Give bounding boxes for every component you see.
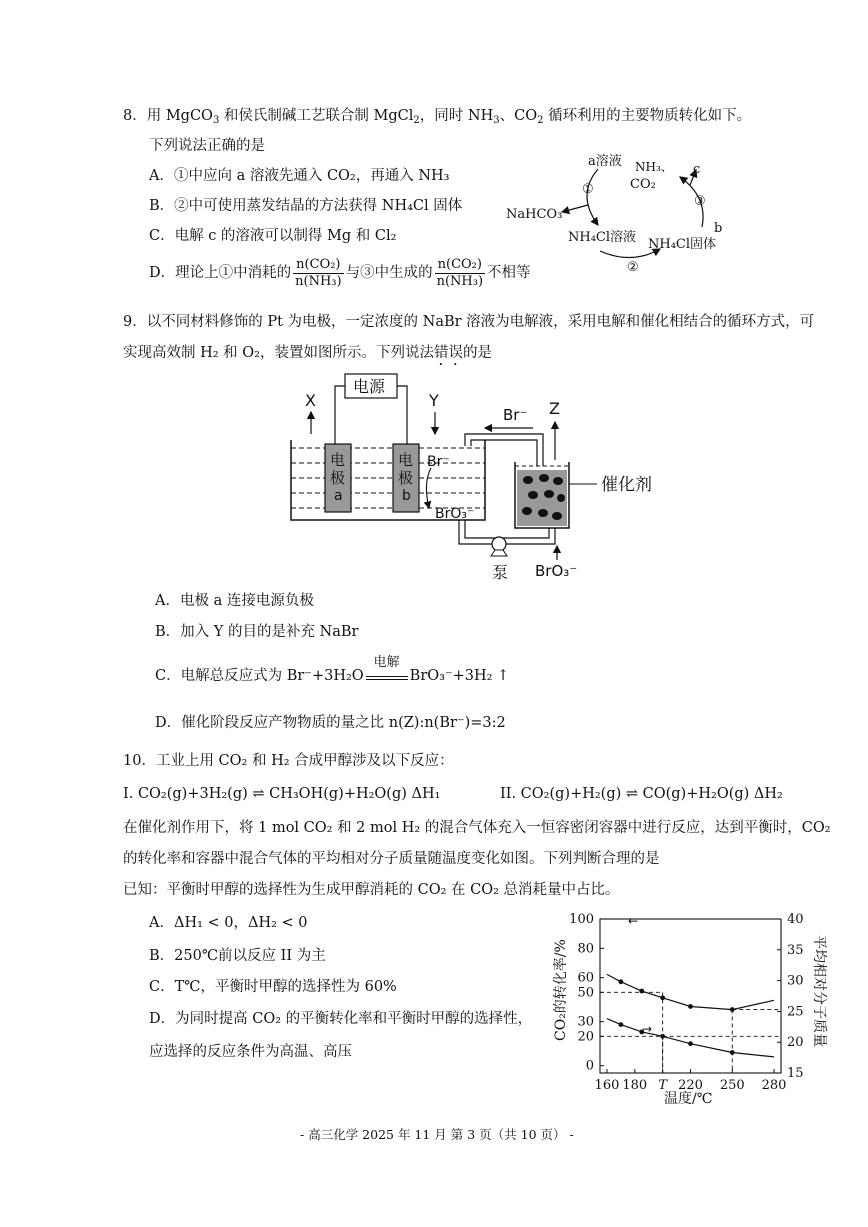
z-label: Z bbox=[549, 399, 560, 418]
arrow-left-series-marker: ← bbox=[628, 914, 639, 928]
step3-label: ③ bbox=[694, 194, 706, 209]
y-left-tick-label: 50 bbox=[577, 985, 594, 1001]
y-right-tick-label: 40 bbox=[787, 912, 804, 927]
svg-text:BrO₃⁻: BrO₃⁻ bbox=[435, 506, 475, 522]
y-left-tick-label: 30 bbox=[577, 1014, 594, 1030]
q8-cycle-diagram bbox=[500, 145, 740, 280]
y-left-axis-title: CO₂的转化率/% bbox=[553, 939, 569, 1041]
fraction-1: $\frac{\text{n(CO₂)}}{\text{n(NH₃)}}$ bbox=[295, 256, 342, 289]
series-point-2 bbox=[730, 1050, 735, 1055]
x-tick-label: 220 bbox=[678, 1078, 703, 1093]
x-tick-label: 250 bbox=[719, 1078, 745, 1093]
fraction-2: $\frac{\text{n(CO₂)}}{\text{n(NH₃)}}$ bbox=[436, 256, 484, 289]
svg-text:极: 极 bbox=[398, 469, 414, 487]
q8-option-d: D．理论上①中消耗的 $\frac{\text{n(CO₂)}}{\text{n(NH₃)}}$ 与③中生成的 $\frac{\text{n(CO₂)}}{\text{n(NH₃)}}$ 不相等 bbox=[149, 256, 531, 289]
nh3-label: NH₃、 bbox=[635, 160, 673, 174]
q10-chart bbox=[540, 905, 840, 1110]
arrow-right-series-marker: → bbox=[642, 1022, 653, 1036]
q10-option-c: C．T℃，平衡时甲醇的选择性为 60% bbox=[149, 979, 397, 995]
svg-text:a: a bbox=[334, 488, 343, 504]
series-point-1 bbox=[618, 979, 623, 984]
x-tick-label: 280 bbox=[761, 1078, 787, 1093]
q10-line5: 已知：平衡时甲醇的选择性为生成甲醇消耗的 CO₂ 在 CO₂ 总消耗量中占比。 bbox=[123, 882, 620, 898]
series-point-2 bbox=[660, 1034, 665, 1039]
y-right-tick-label: 15 bbox=[787, 1066, 804, 1081]
q10-option-d-line1: D．为同时提高 CO₂ 的平衡转化率和平衡时甲醇的选择性， bbox=[149, 1011, 533, 1027]
series-point-1 bbox=[730, 1007, 735, 1012]
y-left-tick-label: 0 bbox=[585, 1058, 594, 1074]
pump-label: 泵 bbox=[492, 563, 509, 582]
x-label: X bbox=[305, 391, 316, 410]
q8-option-a: A．①中应向 a 溶液先通入 CO₂，再通入 NH₃ bbox=[149, 168, 450, 184]
power-label: 电源 bbox=[353, 377, 386, 396]
q8-stem: 8．用 MgCO$_3$ 和侯氏制碱工艺联合制 MgCl$_2$，同时 $NH_3$、$CO_2$ 循环利用的主要物质转化如下。 bbox=[123, 108, 752, 126]
c-label: c bbox=[693, 162, 701, 177]
svg-text:Br⁻: Br⁻ bbox=[427, 454, 450, 470]
q10-reaction-1: I. CO₂(g)+3H₂(g) ⇌ CH₃OH(g)+H₂O(g) ΔH₁ bbox=[123, 786, 441, 802]
nh4cl-solution-label: NH₄Cl溶液 bbox=[568, 230, 637, 245]
a-solution-label: a溶液 bbox=[588, 154, 622, 169]
co2-label: CO₂ bbox=[630, 177, 656, 192]
x-tick-label: 180 bbox=[622, 1078, 648, 1093]
q9-option-a: A．电极 a 连接电源负极 bbox=[155, 593, 314, 609]
q10-option-a: A．ΔH₁ < 0，ΔH₂ < 0 bbox=[149, 915, 308, 931]
y-left-tick-label: 60 bbox=[577, 970, 594, 986]
y-left-tick-label: 80 bbox=[577, 941, 594, 957]
pump bbox=[492, 537, 506, 551]
page-footer: - 高三化学 2025 年 11 月 第 3 页（共 10 页） - bbox=[300, 1127, 574, 1142]
series-point-2 bbox=[688, 1041, 693, 1046]
q10-option-b: B．250℃前以反应 II 为主 bbox=[149, 948, 326, 964]
series-line-2 bbox=[607, 1019, 774, 1057]
q8-option-c: C．电解 c 的溶液可以制得 Mg 和 Cl₂ bbox=[149, 228, 397, 244]
y-right-axis-title: 平均相对分子质量 bbox=[811, 935, 827, 1047]
q9-apparatus-diagram bbox=[285, 368, 665, 586]
y-left-tick-label: 100 bbox=[569, 912, 594, 927]
y-right-tick-label: 20 bbox=[787, 1035, 804, 1051]
q9-option-d: D．催化阶段反应产物物质的量之比 n(Z):n(Br⁻)=3:2 bbox=[155, 715, 506, 731]
svg-text:电: 电 bbox=[330, 451, 346, 469]
series-point-1 bbox=[639, 989, 644, 994]
q9-option-b: B．加入 Y 的目的是补充 NaBr bbox=[155, 624, 359, 640]
svg-text:电: 电 bbox=[398, 451, 414, 469]
series-point-2 bbox=[618, 1022, 623, 1027]
q10-line4: 的转化率和容器中混合气体的平均相对分子质量随温度变化如图。下列判断合理的是 bbox=[123, 851, 660, 867]
q9-stem-line1: 9．以不同材料修饰的 Pt 为电极，一定浓度的 NaBr 溶液为电解液，采用电解和催化相结合的循环方式，可 bbox=[123, 314, 815, 330]
svg-text:BrO₃⁻: BrO₃⁻ bbox=[535, 562, 578, 580]
y-right-tick-label: 30 bbox=[787, 973, 804, 989]
q10-stem: 10．工业上用 CO₂ 和 H₂ 合成甲醇涉及以下反应： bbox=[123, 753, 454, 769]
catalyst-label: 催化剂 bbox=[601, 475, 652, 495]
y-label: Y bbox=[429, 391, 439, 410]
svg-text:b: b bbox=[402, 488, 411, 504]
x-tick-label: T bbox=[658, 1078, 667, 1093]
y-right-tick-label: 25 bbox=[787, 1004, 804, 1020]
step2-label: ② bbox=[627, 260, 639, 275]
q8-option-b: B．②中可使用蒸发结晶的方法获得 NH₄Cl 固体 bbox=[149, 198, 463, 214]
step1-label: ① bbox=[582, 182, 594, 197]
q9-option-c: C．电解总反应式为 Br⁻+3H₂O 电解 BrO₃⁻+3H₂ ↑ bbox=[155, 655, 510, 684]
y-right-tick-label: 35 bbox=[787, 942, 804, 958]
chart-frame bbox=[600, 919, 781, 1073]
y-left-tick-label: 20 bbox=[577, 1029, 594, 1045]
series-point-1 bbox=[660, 995, 665, 1000]
q10-reaction-2: II. CO₂(g)+H₂(g) ⇌ CO(g)+H₂O(g) ΔH₂ bbox=[500, 786, 783, 802]
svg-text:Br⁻: Br⁻ bbox=[503, 406, 528, 424]
x-tick-label: 160 bbox=[594, 1078, 620, 1093]
q10-option-d-line2: 应选择的反应条件为高温、高压 bbox=[149, 1044, 352, 1060]
b-label: b bbox=[714, 221, 723, 236]
series-point-1 bbox=[688, 1004, 693, 1009]
nh4cl-solid-label: NH₄Cl固体 bbox=[648, 237, 717, 252]
q9-stem-line2: 实现高效制 H₂ 和 O₂，装置如图所示。下列说法错误的是 bbox=[123, 345, 492, 361]
svg-text:极: 极 bbox=[330, 469, 346, 487]
nahco3-label: NaHCO₃ bbox=[506, 207, 563, 222]
q8-prompt: 下列说法正确的是 bbox=[149, 138, 265, 154]
x-axis-title: 温度/℃ bbox=[664, 1091, 713, 1107]
q10-line3: 在催化剂作用下，将 1 mol CO₂ 和 2 mol H₂ 的混合气体充入一恒容密闭容器中进行反应，达到平衡时，CO₂ bbox=[123, 820, 831, 836]
